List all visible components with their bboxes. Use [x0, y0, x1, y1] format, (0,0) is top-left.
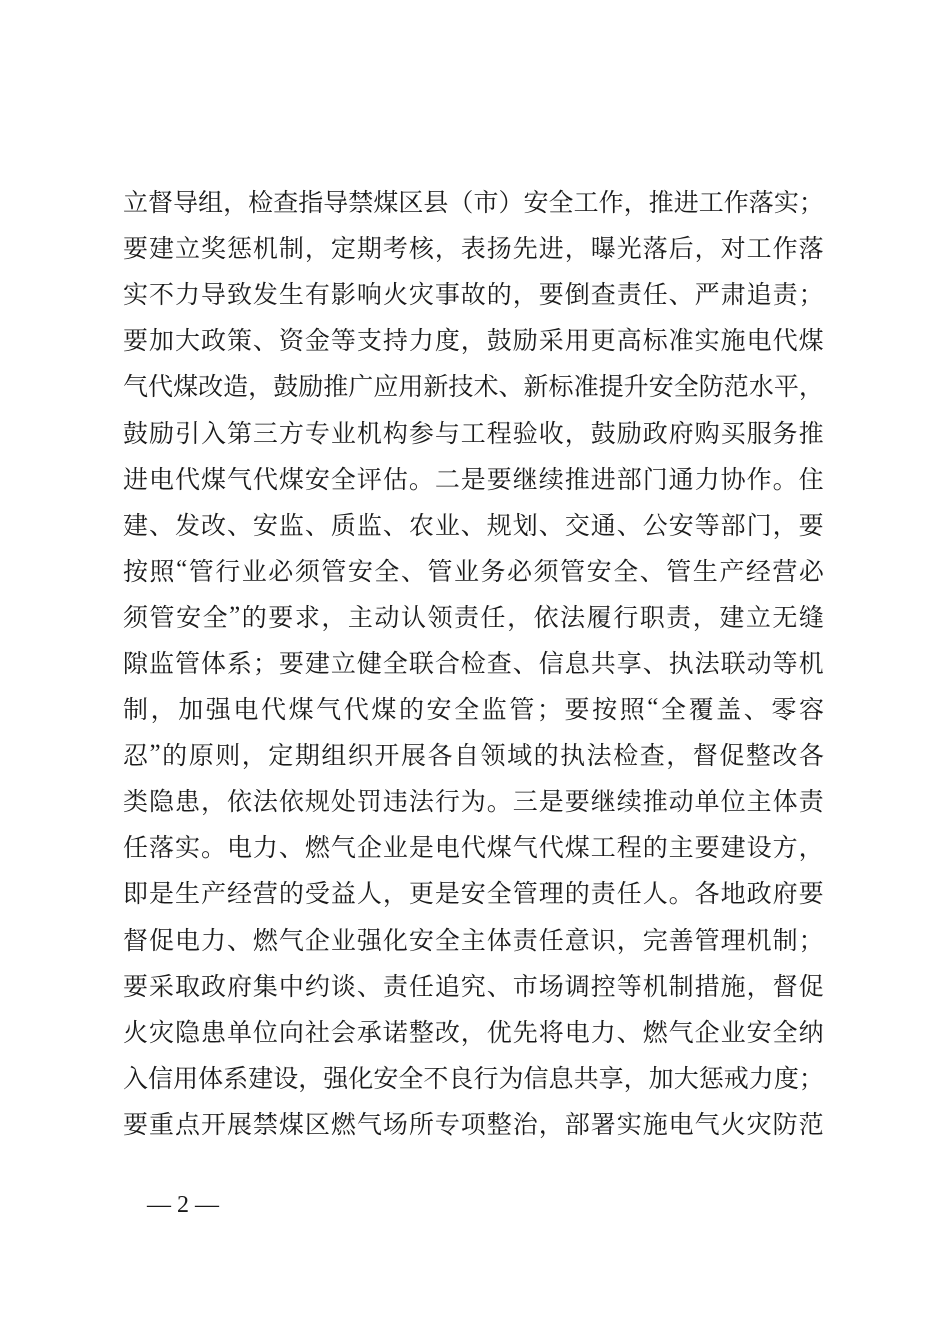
text-line: 隙 监 管 体 系 ； 要 建 立 健 全 联 合 检 查 、 信 息 共 享 、 执 法 联 动 等 机 [123, 650, 824, 678]
text-line: 制 ， 加 强 电 代 煤 气 代 煤 的 安 全 监 管 ； 要 按 照 “ 全 覆 盖 、 零 容 [123, 694, 824, 725]
text-line: 鼓 励 引 入 第 三 方 专 业 机 构 参 与 工 程 验 收 ， 鼓 励 政 府 购 买 服 务 推 [123, 420, 824, 448]
text-line: 要 建 立 奖 惩 机 制 ， 定 期 考 核 ， 表 扬 先 进 ， 曝 光 落 后 ， 对 工 作 落 [123, 236, 824, 264]
text-line: 要 采 取 政 府 集 中 约 谈 、 责 任 追 究 、 市 场 调 控 等 机 制 措 施 ， 督 促 [123, 973, 824, 1001]
text-line: 类 隐 患 ， 依 法 依 规 处 罚 违 法 行 为 。 三 是 要 继 续 推 动 单 位 主 体 责 [123, 789, 824, 817]
text-line: 任 落 实 。 电 力 、 燃 气 企 业 是 电 代 煤 气 代 煤 工 程 的 主 要 建 设 方 ， [123, 835, 824, 863]
text-line: 按 照 “ 管 行 业 必 须 管 安 全 、 管 业 务 必 须 管 安 全 、 管 生 产 经 营 必 [123, 555, 824, 586]
text-line: 立 督 导 组 ， 检 查 指 导 禁 煤 区 县 （ 市 ） 安 全 工 作 ， 推 进 工 作 落 实 ； [123, 190, 824, 218]
text-line: 建 、 发 改 、 安 监 、 质 监 、 农 业 、 规 划 、 交 通 、 公 安 等 部 门 ， 要 [123, 512, 824, 540]
text-line: 须 管 安 全 ” 的 要 求 ， 主 动 认 领 责 任 ， 依 法 履 行 职 责 ， 建 立 无 缝 [123, 601, 824, 632]
text-line: 督 促 电 力 、 燃 气 企 业 强 化 安 全 主 体 责 任 意 识 ， 完 善 管 理 机 制 ； [123, 927, 824, 955]
text-line: 要 加 大 政 策 、 资 金 等 支 持 力 度 ， 鼓 励 采 用 更 高 标 准 实 施 电 代 煤 [123, 328, 824, 356]
body-text-block [123, 178, 824, 1146]
text-line: 即 是 生 产 经 营 的 受 益 人 ， 更 是 安 全 管 理 的 责 任 人 。 各 地 政 府 要 [123, 881, 824, 909]
text-line: 入 信 用 体 系 建 设 ， 强 化 安 全 不 良 行 为 信 息 共 享 ， 加 大 惩 戒 力 度 ； [123, 1065, 824, 1093]
page-number: — 2 — [147, 1192, 219, 1218]
text-line: 要 重 点 开 展 禁 煤 区 燃 气 场 所 专 项 整 治 ， 部 署 实 施 电 气 火 灾 防 范 [123, 1111, 824, 1139]
text-line: 实 不 力 导 致 发 生 有 影 响 火 灾 事 故 的 ， 要 倒 查 责 任 、 严 肃 追 责 ； [123, 282, 824, 310]
text-line: 火 灾 隐 患 单 位 向 社 会 承 诺 整 改 ， 优 先 将 电 力 、 燃 气 企 业 安 全 纳 [123, 1019, 824, 1047]
text-line: 进 电 代 煤 气 代 煤 安 全 评 估 。 二 是 要 继 续 推 进 部 门 通 力 协 作 。 住 [123, 466, 824, 494]
text-line: 忍 ” 的 原 则 ， 定 期 组 织 开 展 各 自 领 域 的 执 法 检 查 ， 督 促 整 改 各 [123, 740, 824, 771]
text-line: 气 代 煤 改 造 ， 鼓 励 推 广 应 用 新 技 术 、 新 标 准 提 升 安 全 防 范 水 平 ， [123, 374, 824, 402]
